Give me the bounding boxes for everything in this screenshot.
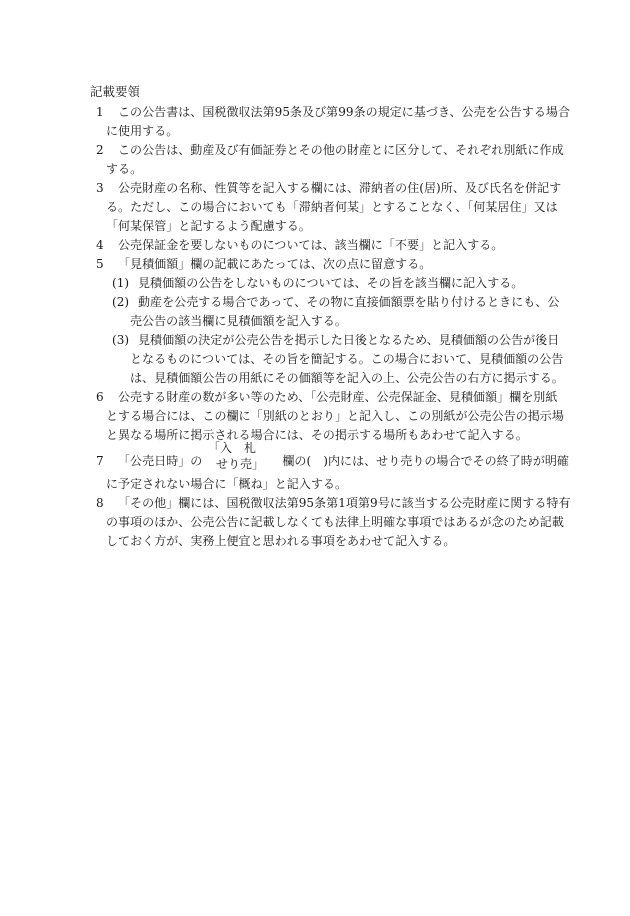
item-6-line-3: と異なる場所に掲示される場合には、その掲示する場所もあわせて記入する。	[106, 428, 528, 442]
subitem-2-number: (2)	[112, 295, 130, 309]
subitem-3-line-3: は、見積価額公告の用紙にその価額等を記入の上、公売公告の右方に掲示する。	[130, 371, 564, 385]
subitem-2-text-1: 動産を公売する場合であって、その物に直接価額票を貼り付けるときにも、公	[138, 295, 560, 309]
subitem-2-line-1	[112, 294, 559, 310]
subitem-3-text-1: 見積価額の決定が公売公告を掲示した日後となるため、見積価額の公告が後日	[138, 333, 560, 347]
item-2-text-1: この公告は、動産及び有価証券とその他の財産とに区分して、それぞれ別紙に作成	[118, 143, 564, 157]
item-2-number: 2	[96, 143, 104, 157]
item-7-text-post: 欄の( )内には、せり売りの場合でその終了時が明確	[282, 454, 569, 468]
item-8-line-2: の事項のほか、公売公告に記載しなくても法律上明確な事項ではあるが念のため記載	[106, 515, 564, 529]
item-1-text-1: この公告書は、国税徴収法第95条及び第99条の規定に基づき、公売を公告する場合	[118, 105, 571, 119]
item-5-line-1	[96, 256, 431, 272]
item-7-text-pre: 「公売日時」の	[118, 454, 203, 468]
item-5-text-1: 「見積価額」欄の記載にあたっては、次の点に留意する。	[118, 257, 432, 271]
item-1-line-2: に使用する。	[106, 124, 179, 138]
item-7-line-2: に予定されない場合に「概ね」と記入する。	[106, 477, 348, 491]
item-1-line-1	[96, 104, 570, 120]
item-3-line-2: る。ただし、この場合においても「滞納者何某」とすることなく、「何某居住」又は	[106, 200, 558, 214]
item-6-line-2: とする場合には、この欄に「別紙のとおり」と記入し、この別紙が公売公告の掲示場	[106, 409, 564, 423]
item-2-line-2: する。	[106, 162, 143, 176]
subitem-3-number: (3)	[112, 333, 130, 347]
item-1-number: 1	[96, 105, 104, 119]
subitem-1-line-1	[112, 275, 523, 291]
item-5-number: 5	[96, 257, 104, 271]
item-6-number: 6	[96, 390, 104, 404]
item-7-stack-top: 「入 札	[208, 441, 257, 455]
item-4-text-1: 公売保証金を要しないものについては、該当欄に「不要」と記入する。	[118, 238, 504, 252]
subitem-2-line-2: 売公告の該当欄に見積価額を記入する。	[130, 314, 347, 328]
item-4-line-1	[96, 237, 503, 253]
item-8-text-1: 「その他」欄には、国税徴収法第95条第1項第9号に該当する公売財産に関する特有	[118, 496, 571, 510]
item-6-line-1	[96, 389, 557, 405]
item-8-line-1	[96, 495, 571, 511]
item-7-line-1	[96, 453, 569, 469]
item-8-line-3: しておく方が、実務上便宜と思われる事項をあわせて記入する。	[106, 534, 456, 548]
document-heading: 記載要領	[90, 84, 141, 99]
item-3-line-3: 「何某保管」と記するよう配慮する。	[106, 219, 311, 233]
item-3-number: 3	[96, 181, 104, 195]
subitem-3-line-1	[112, 332, 559, 348]
subitem-1-text-1: 見積価額の公告をしないものについては、その旨を該当欄に記入する。	[138, 276, 524, 290]
item-7-number: 7	[96, 454, 104, 468]
item-6-text-1: 公売する財産の数が多い等のため、「公売財産、公売保証金、見積価額」欄を別紙	[118, 390, 558, 404]
item-7-stack-bottom: せり売」	[216, 457, 265, 471]
subitem-1-number: (1)	[112, 276, 130, 290]
subitem-3-line-2: となるものについては、その旨を簡記する。この場合において、見積価額の公告	[130, 352, 564, 366]
item-3-line-1	[96, 180, 561, 196]
item-2-line-1	[96, 142, 564, 158]
item-3-text-1: 公売財産の名称、性質等を記入する欄には、滞納者の住(居)所、及び氏名を併記す	[118, 181, 562, 195]
item-8-number: 8	[96, 496, 104, 510]
item-4-number: 4	[96, 238, 104, 252]
